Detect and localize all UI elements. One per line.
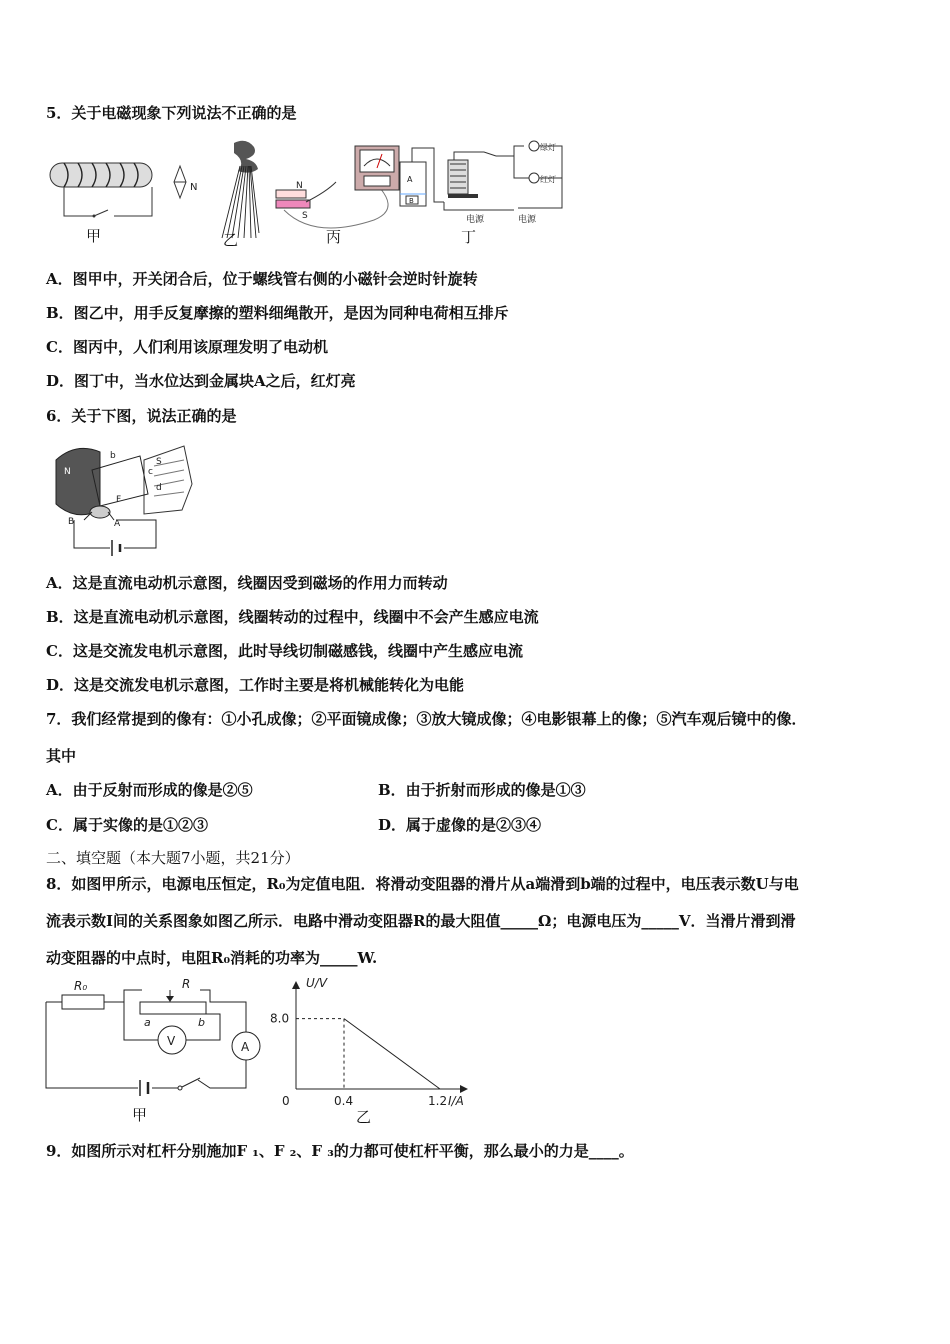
q6-option-c: C．这是交流发电机示意图，此时导线切制磁感钱，线圈中产生感应电流: [46, 642, 523, 660]
q6-option-d: D．这是交流发电机示意图，工作时主要是将机械能转化为电能: [46, 676, 465, 694]
q5-power2: 电源: [518, 215, 537, 225]
q8-graph-x-tick-1: 0.4: [334, 1094, 354, 1108]
q6-option-a: A．这是直流电动机示意图，线圈因受到磁场的作用力而转动: [46, 574, 448, 592]
q8-circuit-label: 甲: [132, 1106, 148, 1124]
q8-graph: [270, 975, 480, 1130]
q6-c: c: [148, 467, 153, 477]
q5-figure: [44, 138, 574, 248]
q6-brush-b: B: [68, 517, 75, 527]
q5-fig-bing-generator: [276, 146, 399, 228]
q5-compass-n: N: [190, 182, 198, 193]
q5-fig-yi-string: [222, 141, 259, 238]
q5-label-yi: 乙: [223, 231, 239, 249]
q7-option-b: B．由于折射而形成的像是①③: [378, 781, 586, 799]
section-2-heading: 二、填空题（本大题7小题，共21分）: [46, 849, 300, 867]
q6-figure: [44, 440, 204, 560]
q5-red-lamp: 红灯: [540, 175, 556, 184]
q6-f: F: [116, 495, 122, 505]
q6-stem: 6．关于下图，说法正确的是: [46, 407, 237, 425]
q5-label-jia: 甲: [86, 227, 102, 245]
q8-circuit: [40, 978, 270, 1110]
q8-b-label: b: [198, 1016, 205, 1029]
q5-option-c: C．图丙中，人们利用该原理发明了电动机: [46, 338, 328, 356]
q6-option-b: B．这是直流电动机示意图，线圈转动的过程中，线圈中不会产生感应电流: [46, 608, 539, 626]
q8-line3: 动变阻器的中点时，电阻R₀消耗的功率为_____W.: [46, 949, 378, 967]
q8-a-label: a: [144, 1016, 151, 1029]
q5-magnet-s: S: [302, 211, 308, 221]
q5-block-a: A: [407, 175, 413, 184]
q8-r-label: R: [182, 977, 191, 991]
q5-power1: 电源: [466, 215, 485, 225]
q8-line1: 8．如图甲所示，电源电压恒定，R₀为定值电阻．将滑动变阻器的滑片从a端滑到b端的过程中，电压表示数U与电: [46, 875, 799, 893]
q6-d: d: [156, 483, 162, 493]
q8-graph-label: 乙: [356, 1108, 372, 1126]
q5-fig-ding-alarm: [400, 141, 562, 225]
q8-r0-label: R₀: [74, 979, 88, 993]
q5-fig-jia-solenoid: [50, 163, 152, 218]
q7-option-a: A．由于反射而形成的像是②⑤: [46, 781, 253, 799]
q8-graph-data-line: [344, 1019, 440, 1089]
q5-label-ding: 丁: [461, 228, 477, 246]
q5-option-b: B．图乙中，用手反复摩擦的塑料细绳散开，是因为同种电荷相互排斥: [46, 304, 509, 322]
q6-b: b: [110, 451, 116, 461]
q8-graph-y-label: U/V: [306, 976, 328, 990]
q5-stem: 5．关于电磁现象下列说法不正确的是: [46, 104, 297, 122]
q5-option-a: A．图甲中，开关闭合后，位于螺线管右侧的小磁针会逆时针旋转: [46, 270, 478, 288]
q7-stem-line1: 7．我们经常提到的像有：①小孔成像；②平面镜成像；③放大镜成像；④电影银幕上的像；⑤汽车观后镜中的像．: [46, 710, 807, 728]
q5-green-lamp: 绿灯: [540, 143, 556, 152]
q8-graph-y-tick: 8.0: [270, 1011, 290, 1026]
q8-graph-x-label: I/A: [448, 1094, 464, 1108]
q5-magnet-n: N: [296, 181, 303, 191]
q5-option-d: D．图丁中，当水位达到金属块A之后，红灯亮: [46, 372, 356, 390]
q8-line2: 流表示数I间的关系图象如图乙所示．电路中滑动变阻器R的最大阻值_____Ω；电源电压为_____V．当滑片滑到滑: [46, 912, 796, 930]
q5-label-bing: 丙: [326, 228, 342, 246]
q8-voltmeter-label: V: [167, 1034, 176, 1048]
q6-brush-a: A: [114, 519, 121, 529]
q7-option-c: C．属于实像的是①②③: [46, 816, 208, 834]
q5-fig-jia-compass: [174, 166, 197, 198]
q7-stem-line2: 其中: [46, 747, 77, 765]
q5-block-b: B: [409, 197, 414, 205]
q6-n: N: [64, 467, 71, 477]
q6-s: S: [156, 457, 162, 467]
q8-ammeter-label: A: [241, 1040, 250, 1054]
q9-stem: 9．如图所示对杠杆分别施加F ₁、F ₂、F ₃的力都可使杠杆平衡，那么最小的力是____。: [46, 1142, 634, 1160]
q7-option-d: D．属于虚像的是②③④: [378, 816, 542, 834]
q8-graph-origin: 0: [282, 1094, 290, 1108]
q8-graph-x-tick-2: 1.2: [428, 1094, 448, 1108]
